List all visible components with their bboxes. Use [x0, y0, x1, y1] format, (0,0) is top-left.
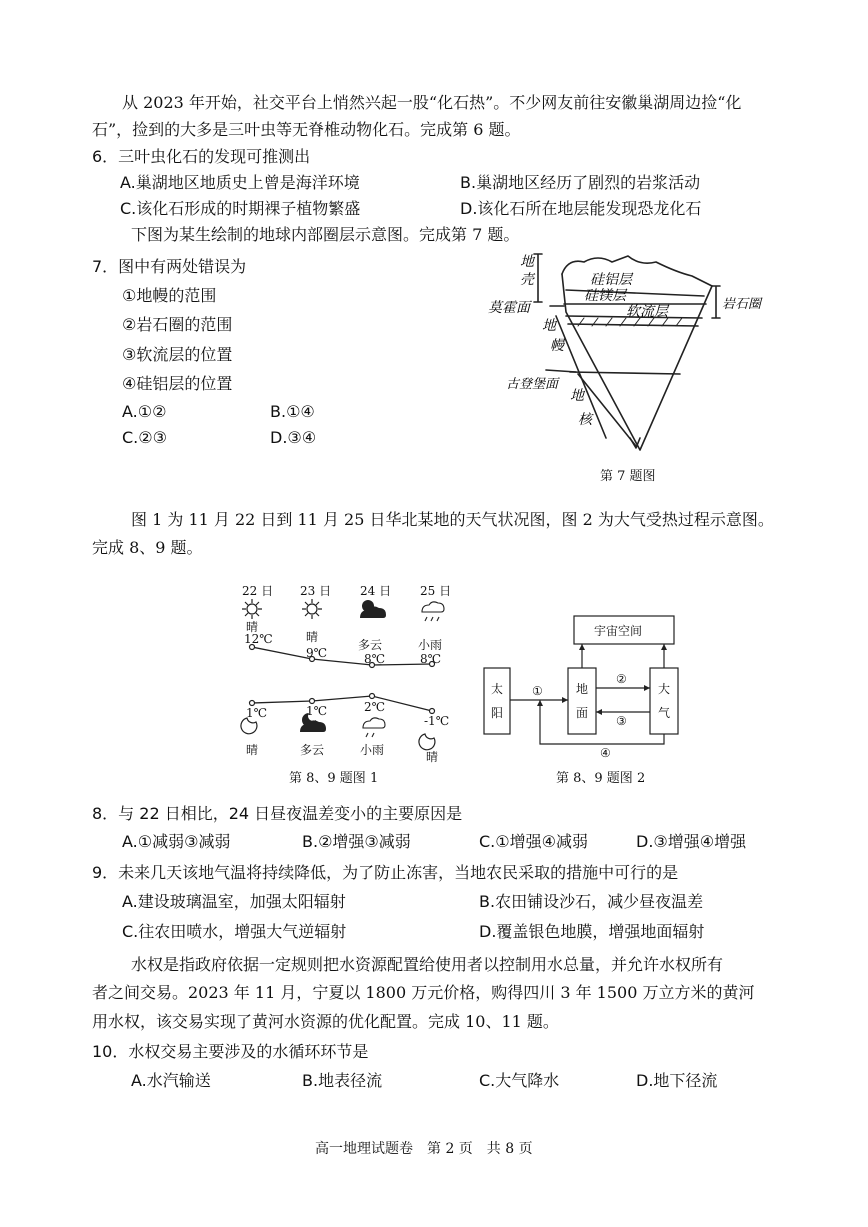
q9-option-d: D.覆盖银色地膜，增强地面辐射	[479, 922, 705, 941]
intro-1011-line2: 者之间交易。2023 年 11 月，宁夏以 1800 万元价格，购得四川 3 年 1500 万立方米的黄河	[92, 983, 755, 1002]
label-moho: 莫霍面	[488, 300, 530, 316]
label-sima: 硅镁层	[584, 288, 626, 304]
q6-option-b: B.巢湖地区经历了剧烈的岩浆活动	[460, 173, 701, 192]
label-space: 宇宙空间	[594, 624, 643, 638]
label-sun-2: 阳	[491, 706, 504, 720]
high-22: 12℃	[244, 632, 273, 646]
sun-icon	[242, 599, 262, 619]
question-6-stem: 6．三叶虫化石的发现可推测出	[92, 147, 311, 166]
q10-option-a: A.水汽输送	[131, 1071, 211, 1090]
intro-89-line2: 完成 8、9 题。	[92, 538, 203, 557]
intro-1011-line3: 用水权，该交易实现了黄河水资源的优化配置。完成 10、11 题。	[92, 1012, 559, 1031]
night-weather-25: 晴	[426, 750, 439, 764]
label-ground-1: 地	[576, 682, 589, 696]
question-8-stem: 8．与 22 日相比，24 日昼夜温差变小的主要原因是	[92, 804, 463, 823]
intro-7: 下图为某生绘制的地球内部圈层示意图。完成第 7 题。	[131, 225, 520, 244]
intro-6-line2: 石”，捡到的大多是三叶虫等无脊椎动物化石。完成第 6 题。	[92, 120, 521, 139]
q7-option-b: B.①④	[270, 402, 315, 421]
light-rain-icon	[422, 602, 444, 621]
label-crust-2: 壳	[520, 272, 534, 288]
date-22: 22 日	[242, 584, 274, 598]
partly-cloudy-icon	[360, 600, 386, 618]
day-weather-23: 晴	[306, 630, 319, 644]
label-mantle-2: 幔	[550, 338, 564, 354]
q10-option-b: B.地表径流	[302, 1071, 383, 1090]
label-atmos-1: 大	[658, 682, 671, 696]
arrow-label-3: ③	[616, 714, 627, 728]
sun-icon	[302, 599, 322, 619]
q9-option-b: B.农田铺设沙石，减少昼夜温差	[479, 892, 704, 911]
label-gutenberg: 古登堡面	[506, 377, 559, 392]
q7-item-2: ②岩石圈的范围	[122, 315, 233, 334]
label-core-2: 核	[578, 412, 592, 428]
label-crust-1: 地	[520, 254, 534, 270]
night-weather-23: 多云	[300, 743, 325, 757]
q6-option-c: C.该化石形成的时期裸子植物繁盛	[120, 199, 361, 218]
question-9-stem: 9．未来几天该地气温将持续降低，为了防止冻害，当地农民采取的措施中可行的是	[92, 863, 679, 882]
question-10-stem: 10．水权交易主要涉及的水循环环节是	[92, 1042, 369, 1061]
label-sial: 硅铝层	[590, 272, 632, 288]
q7-item-1: ①地幔的范围	[122, 286, 217, 305]
q8-option-a: A.①减弱③减弱	[122, 832, 231, 851]
date-23: 23 日	[300, 584, 332, 598]
q9-option-a: A.建设玻璃温室，加强太阳辐射	[122, 892, 346, 911]
earth-interior-sketch	[480, 232, 770, 462]
arrow-label-4: ④	[600, 746, 611, 760]
day-weather-24: 多云	[358, 638, 383, 652]
label-lithosphere: 岩石圈	[722, 297, 762, 312]
question-7-stem: 7．图中有两处错误为	[92, 257, 247, 276]
label-ground-2: 面	[576, 706, 589, 720]
high-23: 9℃	[306, 646, 328, 660]
q6-option-d: D.该化石所在地层能发现恐龙化石	[460, 199, 702, 218]
night-weather-22: 晴	[246, 743, 259, 757]
q7-item-4: ④硅铝层的位置	[122, 374, 233, 393]
label-mantle-1: 地	[542, 318, 556, 334]
atmosphere-heating-diagram	[480, 610, 700, 760]
q6-option-a: A.巢湖地区地质史上曾是海洋环境	[120, 173, 360, 192]
day-weather-25: 小雨	[418, 638, 443, 652]
intro-1011-line1: 水权是指政府依据一定规则把水资源配置给使用者以控制用水总量，并允许水权所有	[131, 955, 724, 974]
low-25: -1℃	[424, 714, 450, 728]
label-atmos-2: 气	[658, 706, 671, 720]
page-footer: 高一地理试题卷 第 2 页 共 8 页	[315, 1141, 533, 1157]
q8-option-d: D.③增强④增强	[636, 832, 747, 851]
arrow-label-2: ②	[616, 672, 627, 686]
label-sun-1: 太	[491, 682, 504, 696]
low-22: 1℃	[246, 706, 268, 720]
high-25: 8℃	[420, 652, 442, 666]
label-asthenosphere: 软流层	[626, 304, 668, 320]
fig7-caption: 第 7 题图	[600, 469, 656, 484]
q7-option-c: C.②③	[122, 428, 167, 447]
q8-option-b: B.②增强③减弱	[302, 832, 411, 851]
q7-option-a: A.①②	[122, 402, 167, 421]
label-core-1: 地	[570, 388, 584, 404]
q7-option-d: D.③④	[270, 428, 317, 447]
q9-option-c: C.往农田喷水，增强大气逆辐射	[122, 922, 347, 941]
q10-option-c: C.大气降水	[479, 1071, 560, 1090]
date-24: 24 日	[360, 584, 392, 598]
low-23: 1℃	[306, 704, 328, 718]
fig2-caption: 第 8、9 题图 2	[556, 771, 646, 786]
low-24: 2℃	[364, 700, 386, 714]
moon-icon	[419, 734, 435, 750]
q7-item-3: ③软流层的位置	[122, 345, 233, 364]
intro-89-line1: 图 1 为 11 月 22 日到 11 月 25 日华北某地的天气状况图，图 2 为大气受热过程示意图。	[131, 510, 774, 529]
date-25: 25 日	[420, 584, 452, 598]
moon-icon	[241, 718, 257, 734]
weather-figure-1	[236, 580, 456, 770]
q8-option-c: C.①增强④减弱	[479, 832, 588, 851]
night-weather-24: 小雨	[360, 743, 385, 757]
high-24: 8℃	[364, 652, 386, 666]
intro-6-line1: 从 2023 年开始，社交平台上悄然兴起一股“化石热”。不少网友前往安徽巢湖周边捡“化	[122, 93, 742, 112]
q10-option-d: D.地下径流	[636, 1071, 718, 1090]
fig1-caption: 第 8、9 题图 1	[289, 771, 379, 786]
day-weather-22: 晴	[246, 620, 259, 634]
arrow-label-1: ①	[532, 684, 543, 698]
light-rain-icon	[363, 718, 385, 737]
